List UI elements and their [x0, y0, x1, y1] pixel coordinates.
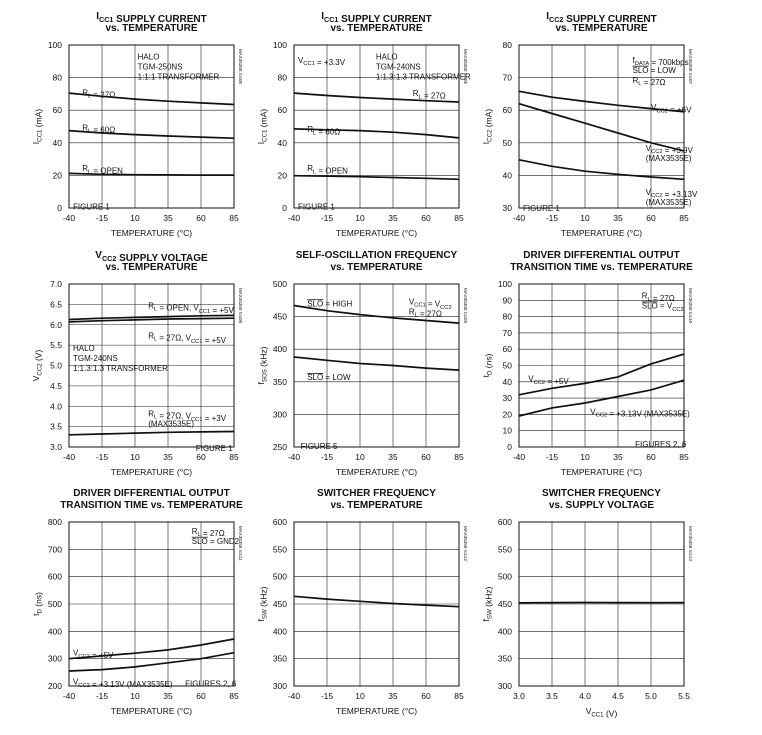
x-tick-label: 35: [388, 213, 398, 223]
y-tick-label: 80: [52, 72, 62, 83]
y-tick-label: 100: [497, 279, 512, 289]
y-tick-label: 80: [502, 311, 512, 322]
chart-4: [31, 250, 243, 477]
y-tick-label: 40: [502, 376, 512, 387]
y-tick-label: 10: [502, 425, 512, 436]
y-axis-label: $I_{CC1}$ (mA): [31, 108, 44, 145]
y-tick-label: 500: [272, 571, 287, 582]
y-axis-label: $f_{SW}$ (kHz): [256, 586, 269, 622]
x-tick-label: 10: [130, 691, 140, 701]
x-tick-label: -15: [95, 691, 109, 701]
x-axis-label: TEMPERATURE (°C): [560, 467, 643, 477]
x-tick-label: 60: [196, 213, 206, 223]
annotation: $V_{CC2} = +3.13V$: [645, 187, 698, 200]
y-axis-label: $f_{SW}$ (kHz): [481, 586, 494, 622]
y-tick-label: 6.5: [50, 299, 62, 310]
y-tick-label: 40: [502, 170, 512, 181]
y-tick-label: 80: [502, 40, 512, 50]
x-tick-label: 5.5: [678, 691, 690, 701]
x-tick-label: -40: [287, 691, 301, 701]
annotation: SLO = $V_{CC2}$: [641, 301, 684, 313]
annotation: $R_L$ = OPEN: [82, 164, 123, 176]
chart-title: vs. TEMPERATURE: [330, 500, 423, 511]
x-tick-label: 85: [454, 452, 464, 462]
y-tick-label: 70: [502, 72, 512, 83]
y-tick-label: 30: [502, 203, 512, 213]
chart-title: vs. TEMPERATURE: [555, 23, 648, 34]
y-tick-label: 80: [277, 72, 287, 83]
annotation: FIGURES 2, 6: [185, 679, 237, 689]
annotation: SLO = LOW: [307, 373, 351, 383]
annotation: SLO = HIGH: [307, 299, 353, 309]
y-tick-label: 400: [497, 626, 512, 637]
x-tick-label: 10: [580, 213, 590, 223]
annotation: $R_L = 27\Omega$: [632, 75, 666, 88]
annotation: $f_{DATA}$ = 700kbps: [632, 55, 689, 68]
x-tick-label: 4.5: [612, 691, 624, 701]
annotation: 1:1.3:1.3 TRANSFORMER: [375, 72, 471, 82]
annotation: FIGURE 5: [300, 442, 338, 452]
y-tick-label: 500: [497, 571, 512, 582]
x-tick-label: 60: [421, 213, 431, 223]
y-tick-label: 0: [57, 203, 62, 213]
annotation: FIGURES 2, 6: [635, 439, 687, 449]
x-tick-label: 85: [454, 213, 464, 223]
annotation: 1:1.3:1.3 TRANSFORMER: [72, 364, 168, 374]
series-line-3: [294, 176, 459, 180]
x-tick-label: -15: [545, 213, 559, 223]
y-tick-label: 40: [52, 137, 62, 148]
y-axis-label: $t_D$ (ns): [481, 353, 494, 378]
y-tick-label: 500: [272, 279, 287, 289]
y-axis-label: $f_{SOS}$ (kHz): [256, 346, 269, 385]
y-tick-label: 400: [47, 626, 62, 637]
annotation: $R_L = 27\Omega$: [641, 291, 675, 303]
x-tick-label: 60: [421, 452, 431, 462]
x-tick-label: 10: [580, 452, 590, 462]
x-tick-label: 35: [613, 213, 623, 223]
x-tick-label: 10: [130, 213, 140, 223]
x-tick-label: -40: [287, 452, 301, 462]
y-tick-label: 60: [277, 105, 287, 116]
annotation: (MAX3535E): [645, 153, 692, 163]
y-tick-label: 60: [502, 105, 512, 116]
x-tick-label: 85: [679, 213, 689, 223]
x-tick-label: -15: [545, 452, 559, 462]
x-tick-label: -40: [62, 213, 76, 223]
chart-code: MAX3535E toc07: [688, 49, 693, 85]
y-tick-label: 550: [497, 544, 512, 555]
y-axis-label: $V_{CC2}$ (V): [31, 349, 44, 382]
annotation: HALO: [375, 52, 398, 62]
y-axis-label: $I_{CC2}$ (mA): [481, 108, 494, 145]
annotation: SLO = LOW: [632, 65, 676, 75]
chart-title: vs. TEMPERATURE: [105, 262, 198, 273]
x-tick-label: -40: [62, 452, 76, 462]
x-tick-label: 35: [388, 452, 398, 462]
annotation: FIGURE 1: [72, 202, 110, 212]
y-tick-label: 300: [272, 681, 287, 691]
chart-code: MAX3535E toc06: [463, 49, 468, 85]
x-tick-label: 60: [196, 452, 206, 462]
y-tick-label: 50: [502, 360, 512, 371]
annotation: $V_{CC2} = +3.9V$: [645, 143, 693, 156]
y-tick-label: 7.0: [50, 279, 62, 289]
x-tick-label: 85: [454, 691, 464, 701]
x-tick-label: 60: [421, 691, 431, 701]
y-tick-label: 5.0: [50, 360, 62, 371]
y-tick-label: 3.5: [50, 421, 62, 432]
x-tick-label: 85: [229, 452, 239, 462]
x-tick-label: -40: [62, 691, 76, 701]
x-axis-label: $V_{CC1}$ (V): [585, 706, 618, 719]
x-tick-label: -15: [320, 213, 334, 223]
chart-code: MAX3535E toc09: [463, 288, 468, 324]
chart-5: [256, 250, 468, 477]
y-tick-label: 450: [272, 599, 287, 609]
annotation: TGM-240NS: [375, 62, 421, 72]
chart-code: MAX3535E toc10: [688, 288, 693, 324]
x-tick-label: 60: [646, 452, 656, 462]
chart-title: $I_{CC1}$ SUPPLY CURRENT: [321, 11, 432, 25]
annotation: $R_L = 27\Omega$: [82, 88, 116, 100]
x-tick-label: 35: [163, 691, 173, 701]
x-tick-label: 85: [679, 452, 689, 462]
y-tick-label: 30: [502, 393, 512, 404]
annotation: $V_{CC2} = +5V$: [72, 648, 114, 660]
annotation: 1:1:1 TRANSFORMER: [137, 72, 220, 82]
chart-2: [256, 11, 471, 238]
chart-title: SWITCHER FREQUENCY: [542, 488, 661, 499]
x-axis-label: TEMPERATURE (°C): [335, 228, 418, 238]
annotation: $R_L$ = OPEN, $V_{CC1} = +5V$: [148, 301, 234, 315]
y-tick-label: 300: [497, 681, 512, 691]
x-tick-label: 60: [196, 691, 206, 701]
annotation: $V_{CC2} = +3.13V$ (MAX3535E): [72, 677, 173, 689]
chart-3: [481, 11, 698, 238]
chart-7: [31, 488, 243, 716]
x-tick-label: 85: [229, 213, 239, 223]
y-tick-label: 200: [47, 681, 62, 691]
y-tick-label: 600: [272, 517, 287, 527]
chart-title: vs. TEMPERATURE: [105, 23, 198, 34]
chart-1: [31, 11, 243, 238]
y-tick-label: 600: [497, 517, 512, 527]
y-axis-label: $I_{CC1}$ (mA): [256, 108, 269, 145]
x-tick-label: 35: [388, 691, 398, 701]
y-tick-label: 20: [277, 170, 287, 181]
y-tick-label: 100: [272, 40, 287, 50]
x-tick-label: -40: [512, 213, 526, 223]
annotation: FIGURE 1: [297, 202, 335, 212]
annotation: $V_{CC1} = V_{CC2}$: [408, 297, 452, 311]
y-tick-label: 90: [502, 295, 512, 306]
x-tick-label: 35: [163, 213, 173, 223]
y-tick-label: 500: [47, 599, 62, 609]
y-axis-label: $t_D$ (ns): [31, 592, 44, 616]
chart-title: DRIVER DIFFERENTIAL OUTPUT: [73, 488, 230, 499]
x-tick-label: -40: [512, 452, 526, 462]
chart-code: MAX3535E toc08: [238, 288, 243, 324]
y-tick-label: 250: [272, 442, 287, 452]
annotation: $R_L$ = OPEN: [307, 164, 348, 176]
annotation: SLO = GND2: [191, 536, 240, 546]
y-tick-label: 350: [272, 376, 287, 387]
chart-title: $I_{CC2}$ SUPPLY CURRENT: [546, 11, 657, 25]
annotation: $V_{CC2} = +6V$: [651, 103, 692, 115]
chart-title: SWITCHER FREQUENCY: [317, 488, 436, 499]
chart-title: $I_{CC1}$ SUPPLY CURRENT: [96, 11, 207, 25]
annotation: HALO: [137, 52, 160, 62]
x-tick-label: 10: [355, 452, 365, 462]
x-tick-label: 35: [613, 452, 623, 462]
chart-code: MAX3535E toc13: [688, 526, 693, 562]
series-line-1: [519, 354, 684, 395]
y-tick-label: 60: [52, 105, 62, 116]
chart-title: vs. TEMPERATURE: [330, 23, 423, 34]
annotation: FIGURE 1: [195, 443, 233, 453]
y-tick-label: 3.0: [50, 442, 62, 452]
y-tick-label: 60: [502, 344, 512, 355]
series-line-3: [69, 432, 234, 435]
y-tick-label: 40: [277, 137, 287, 148]
chart-title: $V_{CC2}$ SUPPLY VOLTAGE: [95, 250, 208, 264]
y-tick-label: 300: [272, 409, 287, 420]
y-tick-label: 50: [502, 137, 512, 148]
y-tick-label: 4.5: [50, 380, 62, 391]
y-tick-label: 550: [272, 544, 287, 555]
x-tick-label: 3.0: [513, 691, 525, 701]
annotation: $R_L = 27\Omega$: [191, 526, 225, 539]
annotation: TGM-250NS: [137, 62, 183, 72]
annotation: $R_L = 60\Omega$: [307, 125, 341, 137]
x-tick-label: 3.5: [546, 691, 558, 701]
x-tick-label: -15: [95, 452, 109, 462]
annotation: $R_L = 27\Omega$: [412, 89, 446, 101]
chart-6: [481, 250, 693, 477]
y-tick-label: 100: [47, 40, 62, 50]
x-tick-label: -15: [320, 691, 334, 701]
y-tick-label: 400: [272, 344, 287, 355]
y-tick-label: 700: [47, 544, 62, 555]
chart-code: MAX3535E toc05: [238, 49, 243, 85]
annotation: (MAX3535E): [645, 197, 692, 207]
annotation: HALO: [72, 344, 95, 354]
chart-9: [481, 488, 693, 718]
annotation: $R_L = 60\Omega$: [82, 123, 116, 135]
annotation: (MAX3535E): [148, 419, 194, 429]
y-tick-label: 6.0: [50, 319, 62, 330]
chart-title: TRANSITION TIME vs. TEMPERATURE: [60, 500, 243, 511]
annotation: $V_{CC2} = +5V$: [528, 374, 569, 386]
y-tick-label: 0: [507, 442, 512, 452]
chart-code: MAX3535E toc11: [238, 526, 243, 561]
annotation: $R_L = 27\Omega$, $V_{CC1} = +5V$: [148, 331, 227, 345]
series-line-1: [294, 596, 459, 606]
x-axis-label: TEMPERATURE (°C): [110, 228, 193, 238]
chart-title: DRIVER DIFFERENTIAL OUTPUT: [523, 250, 680, 261]
x-axis-label: TEMPERATURE (°C): [110, 467, 193, 477]
x-tick-label: 10: [130, 452, 140, 462]
y-tick-label: 350: [272, 653, 287, 664]
y-tick-label: 800: [47, 517, 62, 527]
chart-title: TRANSITION TIME vs. TEMPERATURE: [510, 262, 693, 273]
annotation: $V_{CC1} = +3.3V$: [297, 55, 346, 68]
x-axis-label: TEMPERATURE (°C): [335, 706, 418, 716]
annotation: FIGURE 1: [522, 204, 560, 214]
y-tick-label: 20: [52, 170, 62, 181]
annotation: $R_L = 27\Omega$: [408, 307, 442, 319]
y-tick-label: 600: [47, 571, 62, 582]
x-tick-label: 10: [355, 213, 365, 223]
chart-8: [256, 488, 468, 716]
y-tick-label: 300: [47, 653, 62, 664]
y-tick-label: 400: [272, 626, 287, 637]
annotation: $V_{CC2} = +3.13V$ (MAX3535E): [590, 407, 690, 419]
y-tick-label: 450: [272, 311, 287, 322]
x-tick-label: -15: [95, 213, 109, 223]
y-tick-label: 20: [502, 409, 512, 420]
x-tick-label: -40: [287, 213, 301, 223]
y-tick-label: 0: [282, 203, 287, 213]
annotation: TGM-240NS: [72, 354, 118, 364]
x-tick-label: 35: [163, 452, 173, 462]
y-tick-label: 350: [497, 653, 512, 664]
x-axis-label: TEMPERATURE (°C): [335, 467, 418, 477]
y-tick-label: 4.0: [50, 401, 62, 412]
chart-title: vs. SUPPLY VOLTAGE: [548, 500, 655, 511]
y-tick-label: 5.5: [50, 340, 62, 351]
chart-title: SELF-OSCILLATION FREQUENCY: [295, 250, 458, 261]
y-tick-label: 450: [497, 599, 512, 609]
x-tick-label: 85: [229, 691, 239, 701]
x-axis-label: TEMPERATURE (°C): [560, 228, 643, 238]
annotation: $R_L = 27\Omega$, $V_{CC1} = +3V$: [148, 409, 227, 423]
x-tick-label: 4.0: [579, 691, 591, 701]
x-axis-label: TEMPERATURE (°C): [110, 706, 193, 716]
x-tick-label: 5.0: [645, 691, 657, 701]
x-tick-label: 10: [355, 691, 365, 701]
chart-code: MAX3535E toc12: [463, 526, 468, 562]
x-tick-label: -15: [320, 452, 334, 462]
series-line-2: [294, 357, 459, 370]
y-tick-label: 70: [502, 327, 512, 338]
x-tick-label: 60: [646, 213, 656, 223]
chart-title: vs. TEMPERATURE: [330, 262, 423, 273]
